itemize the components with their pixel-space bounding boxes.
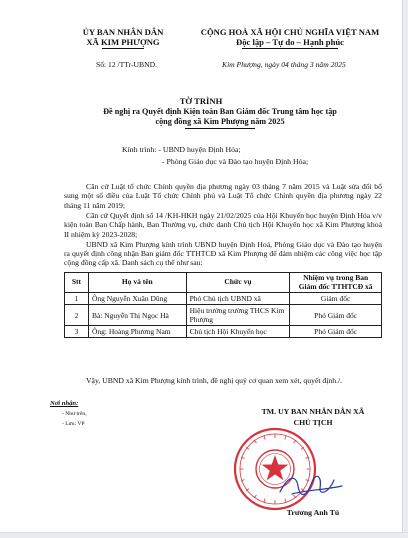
cell-stt: 1 [65, 293, 89, 305]
paragraph-2: Căn cứ Quyết định số 14 /KH-HKH ngày 21/02/2025 của Hội Khuyến học huyện Định Hóa v/v kiện toàn Ban Chấp hành, Ban Thường vụ, chức danh Chủ tịch Hội Khuyến học xã Kim Phượng khoá II nhiệm kỳ 2023-2028; [64, 210, 382, 239]
cell-stt: 2 [65, 305, 89, 326]
header-stt: Stt [65, 273, 89, 293]
cell-duty: Phó Giám đốc [290, 305, 382, 326]
recipients-label: Kính trình: [122, 145, 157, 154]
national-motto [184, 27, 396, 49]
table-header-row [65, 273, 382, 293]
nation-line-2: Độc lập – Tự do – Hạnh phúc [236, 37, 344, 47]
viewer-right-edge [402, 0, 408, 538]
cell-duty: Phó Giám đốc [290, 326, 382, 338]
cell-position: Hiệu trưởng trường THCS Kim Phượng [186, 305, 290, 326]
signer-name: Trương Anh Tú [286, 508, 340, 517]
table-row [65, 326, 382, 338]
footer-item-2: - Lưu: VP [62, 421, 85, 427]
recipients-footer [50, 399, 87, 429]
paragraph-1: Căn cứ Luật tổ chức Chính quyền địa phương ngày 03 tháng 7 năm 2015 và Luật sửa đổi bổ sung một số điều của Luật Tổ chức Chính phủ và Luật Tổ chức Chính quyền địa phương ngày 22 tháng 11 năm 2019; [64, 182, 382, 210]
motto-underline [242, 48, 338, 49]
header-name: Họ và tên [88, 273, 186, 293]
cell-name: Bà: Nguyễn Thị Ngọc Hà [88, 305, 186, 326]
issuing-agency [68, 27, 178, 49]
recipient-1: - UBND huyện Định Hóa; [158, 145, 241, 154]
subtitle-line-2: cộng đồng xã Kim Phượng năm 2025 [155, 117, 285, 126]
cell-name: Ông Nguyễn Xuân Dũng [88, 293, 186, 305]
closing-paragraph: Vậy, UBND xã Kim Phượng kính trình, đề nghị quý cơ quan xem xét, quyết định./. [86, 376, 343, 385]
subtitle-underline [185, 128, 255, 129]
document-number: Số: 12 /TTr-UBND. [96, 60, 157, 69]
header-position: Chức vụ [186, 273, 290, 293]
cell-position: Chủ tịch Hội Khuyến học [186, 326, 290, 338]
sign-line-2: CHỦ TỊCH [293, 418, 333, 427]
signature-title [238, 406, 388, 428]
header-duty: Nhiệm vụ trong Ban Giám đốc TTHTCĐ xã [290, 273, 382, 293]
document-date: Kim Phượng, ngày 04 tháng 3 năm 2025 [222, 60, 346, 69]
agency-underline [102, 48, 144, 49]
members-table [64, 272, 382, 338]
paragraph-3: UBND xã Kim Phượng kính trình UBND huyện Định Hoá, Phòng Giáo dục và Đào tạo huyện ra quyết định công nhận Ban giám đốc TTHTCĐ xã Kim Phượng để đảm nhiệm các công việc học tập cộng đồng cấp xã. Danh sách cụ thể như sau: [64, 239, 382, 268]
signature-icon [276, 468, 346, 502]
nation-line-1: CỘNG HOÀ XÃ HỘI CHỦ NGHĨA VIỆT NAM [200, 27, 380, 37]
recipients [122, 144, 308, 168]
table-row [65, 305, 382, 326]
cell-stt: 3 [65, 326, 89, 338]
document-subtitle [96, 107, 344, 129]
cell-duty: Giám đốc [290, 293, 382, 305]
cell-name: Ông: Hoàng Phương Nam [88, 326, 186, 338]
document-body [64, 182, 382, 268]
viewer-bottom-edge [0, 532, 408, 538]
footer-item-1: - Như trên, [62, 411, 87, 417]
document-title: TỜ TRÌNH [179, 96, 223, 106]
table-row [65, 293, 382, 305]
footer-label: Nơi nhận: [50, 400, 79, 407]
recipient-2: - Phòng Giáo dục và Đào tạo huyện Định Hóa; [162, 157, 309, 166]
cell-position: Phó Chủ tịch UBND xã [186, 293, 290, 305]
agency-line-1: ỦY BAN NHÂN DÂN [82, 27, 164, 37]
subtitle-line-1: Đề nghị ra Quyết định Kiện toàn Ban Giám đốc Trung tâm học tập [103, 107, 337, 116]
sign-line-1: TM. UY BAN NHÂN DÂN XÃ [261, 407, 365, 416]
agency-line-2: XÃ KIM PHƯỢNG [86, 37, 160, 47]
